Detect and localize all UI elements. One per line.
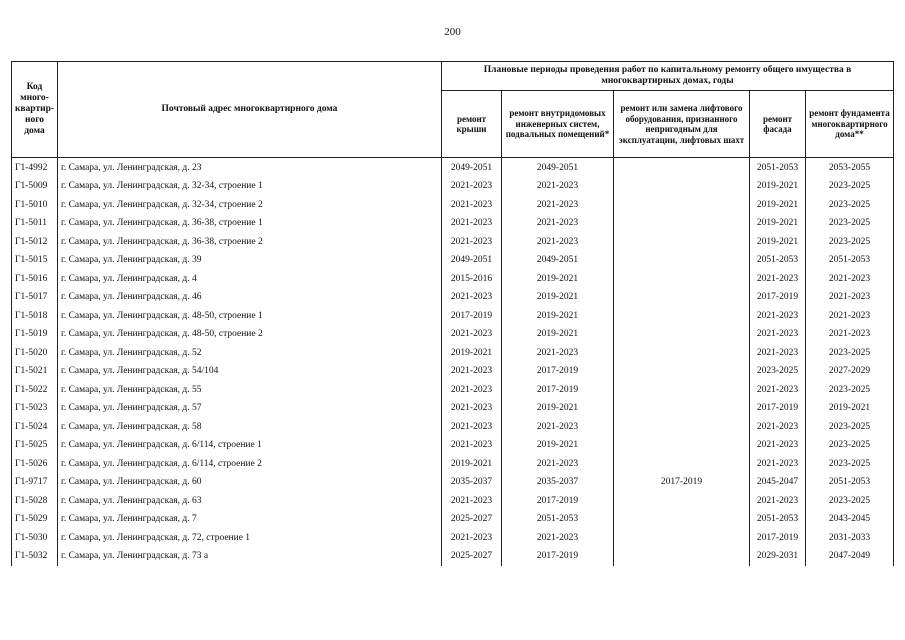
cell-internal-systems: 2021-2023 <box>502 215 614 234</box>
cell-elevator <box>614 307 750 326</box>
cell-roof: 2021-2023 <box>442 492 502 511</box>
cell-elevator <box>614 270 750 289</box>
cell-roof: 2021-2023 <box>442 215 502 234</box>
cell-code: Г1-5019 <box>12 326 58 345</box>
cell-internal-systems: 2017-2019 <box>502 363 614 382</box>
header-address: Почтовый адрес многоквартирного дома <box>58 62 442 158</box>
cell-code: Г1-5020 <box>12 344 58 363</box>
cell-roof: 2017-2019 <box>442 307 502 326</box>
cell-roof: 2049-2051 <box>442 252 502 271</box>
cell-elevator: 2017-2019 <box>614 474 750 493</box>
cell-address: г. Самара, ул. Ленинградская, д. 58 <box>58 418 442 437</box>
cell-roof: 2049-2051 <box>442 158 502 178</box>
cell-code: Г1-5030 <box>12 529 58 548</box>
cell-foundation: 2021-2023 <box>806 270 894 289</box>
header-foundation: ремонт фундамента многоквартирного дома** <box>806 91 894 158</box>
cell-roof: 2019-2021 <box>442 455 502 474</box>
cell-code: Г1-5010 <box>12 196 58 215</box>
cell-address: г. Самара, ул. Ленинградская, д. 72, строение 1 <box>58 529 442 548</box>
header-roof: ремонт крыши <box>442 91 502 158</box>
table-row <box>12 196 894 215</box>
cell-address: г. Самара, ул. Ленинградская, д. 60 <box>58 474 442 493</box>
cell-address: г. Самара, ул. Ленинградская, д. 63 <box>58 492 442 511</box>
cell-facade: 2019-2021 <box>750 215 806 234</box>
cell-elevator <box>614 344 750 363</box>
cell-facade: 2021-2023 <box>750 492 806 511</box>
cell-roof: 2021-2023 <box>442 178 502 197</box>
cell-foundation: 2023-2025 <box>806 215 894 234</box>
cell-facade: 2021-2023 <box>750 437 806 456</box>
cell-elevator <box>614 196 750 215</box>
cell-foundation: 2023-2025 <box>806 437 894 456</box>
cell-address: г. Самара, ул. Ленинградская, д. 32-34, строение 2 <box>58 196 442 215</box>
cell-roof: 2021-2023 <box>442 529 502 548</box>
cell-roof: 2021-2023 <box>442 381 502 400</box>
cell-code: Г1-5012 <box>12 233 58 252</box>
cell-internal-systems: 2035-2037 <box>502 474 614 493</box>
table-row <box>12 289 894 308</box>
cell-facade: 2051-2053 <box>750 252 806 271</box>
cell-facade: 2023-2025 <box>750 363 806 382</box>
cell-elevator <box>614 381 750 400</box>
cell-facade: 2017-2019 <box>750 529 806 548</box>
cell-internal-systems: 2019-2021 <box>502 307 614 326</box>
cell-elevator <box>614 511 750 530</box>
cell-elevator <box>614 252 750 271</box>
cell-facade: 2021-2023 <box>750 307 806 326</box>
table-row <box>12 381 894 400</box>
cell-facade: 2021-2023 <box>750 270 806 289</box>
table-row <box>12 418 894 437</box>
cell-roof: 2021-2023 <box>442 233 502 252</box>
table-row <box>12 474 894 493</box>
cell-code: Г1-5015 <box>12 252 58 271</box>
cell-roof: 2025-2027 <box>442 548 502 567</box>
cell-address: г. Самара, ул. Ленинградская, д. 36-38, строение 1 <box>58 215 442 234</box>
cell-internal-systems: 2021-2023 <box>502 233 614 252</box>
cell-address: г. Самара, ул. Ленинградская, д. 48-50, строение 1 <box>58 307 442 326</box>
cell-code: Г1-5023 <box>12 400 58 419</box>
cell-address: г. Самара, ул. Ленинградская, д. 36-38, строение 2 <box>58 233 442 252</box>
cell-foundation: 2023-2025 <box>806 455 894 474</box>
table-row <box>12 344 894 363</box>
table-row <box>12 307 894 326</box>
cell-address: г. Самара, ул. Ленинградская, д. 7 <box>58 511 442 530</box>
cell-facade: 2019-2021 <box>750 196 806 215</box>
cell-foundation: 2021-2023 <box>806 307 894 326</box>
cell-address: г. Самара, ул. Ленинградская, д. 52 <box>58 344 442 363</box>
cell-code: Г1-4992 <box>12 158 58 178</box>
cell-address: г. Самара, ул. Ленинградская, д. 73 а <box>58 548 442 567</box>
cell-address: г. Самара, ул. Ленинградская, д. 46 <box>58 289 442 308</box>
table-row <box>12 437 894 456</box>
table-row <box>12 326 894 345</box>
cell-facade: 2017-2019 <box>750 289 806 308</box>
table-row <box>12 270 894 289</box>
cell-roof: 2025-2027 <box>442 511 502 530</box>
table-row <box>12 529 894 548</box>
cell-elevator <box>614 529 750 548</box>
cell-internal-systems: 2019-2021 <box>502 437 614 456</box>
cell-foundation: 2023-2025 <box>806 381 894 400</box>
cell-foundation: 2023-2025 <box>806 418 894 437</box>
cell-code: Г1-5025 <box>12 437 58 456</box>
cell-internal-systems: 2017-2019 <box>502 381 614 400</box>
cell-internal-systems: 2017-2019 <box>502 548 614 567</box>
cell-facade: 2019-2021 <box>750 233 806 252</box>
cell-foundation: 2019-2021 <box>806 400 894 419</box>
cell-address: г. Самара, ул. Ленинградская, д. 54/104 <box>58 363 442 382</box>
cell-roof: 2019-2021 <box>442 344 502 363</box>
cell-facade: 2021-2023 <box>750 418 806 437</box>
cell-internal-systems: 2017-2019 <box>502 492 614 511</box>
cell-foundation: 2053-2055 <box>806 158 894 178</box>
cell-foundation: 2023-2025 <box>806 492 894 511</box>
cell-foundation: 2021-2023 <box>806 326 894 345</box>
cell-foundation: 2021-2023 <box>806 289 894 308</box>
cell-code: Г1-5028 <box>12 492 58 511</box>
cell-address: г. Самара, ул. Ленинградская, д. 32-34, строение 1 <box>58 178 442 197</box>
cell-address: г. Самара, ул. Ленинградская, д. 57 <box>58 400 442 419</box>
cell-facade: 2045-2047 <box>750 474 806 493</box>
cell-elevator <box>614 492 750 511</box>
cell-code: Г1-5026 <box>12 455 58 474</box>
cell-facade: 2017-2019 <box>750 400 806 419</box>
cell-elevator <box>614 363 750 382</box>
cell-internal-systems: 2049-2051 <box>502 158 614 178</box>
table-row <box>12 455 894 474</box>
cell-facade: 2021-2023 <box>750 381 806 400</box>
cell-roof: 2021-2023 <box>442 326 502 345</box>
cell-internal-systems: 2019-2021 <box>502 326 614 345</box>
table-row <box>12 215 894 234</box>
cell-code: Г1-5016 <box>12 270 58 289</box>
repair-schedule-table-wrapper <box>11 61 893 566</box>
cell-internal-systems: 2051-2053 <box>502 511 614 530</box>
cell-foundation: 2027-2029 <box>806 363 894 382</box>
cell-roof: 2015-2016 <box>442 270 502 289</box>
table-body <box>12 158 894 567</box>
table-row <box>12 158 894 178</box>
cell-address: г. Самара, ул. Ленинградская, д. 6/114, строение 1 <box>58 437 442 456</box>
table-row <box>12 363 894 382</box>
cell-address: г. Самара, ул. Ленинградская, д. 23 <box>58 158 442 178</box>
table-row <box>12 548 894 567</box>
cell-code: Г1-5009 <box>12 178 58 197</box>
cell-facade: 2019-2021 <box>750 178 806 197</box>
cell-internal-systems: 2021-2023 <box>502 344 614 363</box>
table-row <box>12 252 894 271</box>
repair-schedule-table <box>11 61 894 566</box>
header-periods: Плановые периоды проведения работ по капитальному ремонту общего имущества в многоквартирных домах, годы <box>442 62 894 91</box>
cell-elevator <box>614 455 750 474</box>
cell-roof: 2021-2023 <box>442 196 502 215</box>
cell-elevator <box>614 158 750 178</box>
cell-internal-systems: 2019-2021 <box>502 289 614 308</box>
cell-foundation: 2023-2025 <box>806 178 894 197</box>
cell-elevator <box>614 418 750 437</box>
cell-elevator <box>614 289 750 308</box>
cell-foundation: 2031-2033 <box>806 529 894 548</box>
cell-foundation: 2023-2025 <box>806 233 894 252</box>
cell-code: Г1-5021 <box>12 363 58 382</box>
cell-internal-systems: 2019-2021 <box>502 400 614 419</box>
cell-elevator <box>614 400 750 419</box>
cell-facade: 2029-2031 <box>750 548 806 567</box>
cell-roof: 2021-2023 <box>442 363 502 382</box>
cell-roof: 2021-2023 <box>442 400 502 419</box>
cell-roof: 2035-2037 <box>442 474 502 493</box>
table-row <box>12 178 894 197</box>
cell-facade: 2051-2053 <box>750 511 806 530</box>
cell-code: Г1-5024 <box>12 418 58 437</box>
cell-roof: 2021-2023 <box>442 418 502 437</box>
cell-internal-systems: 2021-2023 <box>502 196 614 215</box>
cell-elevator <box>614 548 750 567</box>
cell-foundation: 2047-2049 <box>806 548 894 567</box>
cell-address: г. Самара, ул. Ленинградская, д. 55 <box>58 381 442 400</box>
cell-foundation: 2023-2025 <box>806 344 894 363</box>
cell-internal-systems: 2019-2021 <box>502 270 614 289</box>
cell-foundation: 2051-2053 <box>806 474 894 493</box>
cell-code: Г1-5011 <box>12 215 58 234</box>
cell-address: г. Самара, ул. Ленинградская, д. 48-50, строение 2 <box>58 326 442 345</box>
cell-facade: 2021-2023 <box>750 344 806 363</box>
cell-address: г. Самара, ул. Ленинградская, д. 6/114, строение 2 <box>58 455 442 474</box>
header-facade: ремонт фасада <box>750 91 806 158</box>
page-number: 200 <box>444 26 461 38</box>
cell-internal-systems: 2021-2023 <box>502 529 614 548</box>
cell-address: г. Самара, ул. Ленинградская, д. 39 <box>58 252 442 271</box>
header-internal-systems: ремонт внутридомовых инженерных систем, подвальных помещений* <box>502 91 614 158</box>
cell-internal-systems: 2021-2023 <box>502 455 614 474</box>
cell-facade: 2021-2023 <box>750 455 806 474</box>
cell-roof: 2021-2023 <box>442 289 502 308</box>
cell-internal-systems: 2021-2023 <box>502 178 614 197</box>
table-row <box>12 400 894 419</box>
cell-code: Г1-5029 <box>12 511 58 530</box>
cell-elevator <box>614 178 750 197</box>
table-row <box>12 511 894 530</box>
header-elevator: ремонт или замена лифтового оборудования, признанного непригодным для эксплуатации, лифтовых шахт <box>614 91 750 158</box>
cell-code: Г1-5032 <box>12 548 58 567</box>
header-code: Код много-квартир-ного дома <box>12 62 58 158</box>
cell-elevator <box>614 326 750 345</box>
cell-facade: 2051-2053 <box>750 158 806 178</box>
cell-foundation: 2023-2025 <box>806 196 894 215</box>
table-row <box>12 492 894 511</box>
cell-code: Г1-9717 <box>12 474 58 493</box>
cell-elevator <box>614 233 750 252</box>
cell-internal-systems: 2049-2051 <box>502 252 614 271</box>
cell-code: Г1-5022 <box>12 381 58 400</box>
table-row <box>12 233 894 252</box>
cell-facade: 2021-2023 <box>750 326 806 345</box>
cell-internal-systems: 2021-2023 <box>502 418 614 437</box>
cell-address: г. Самара, ул. Ленинградская, д. 4 <box>58 270 442 289</box>
cell-foundation: 2051-2053 <box>806 252 894 271</box>
cell-elevator <box>614 215 750 234</box>
cell-roof: 2021-2023 <box>442 437 502 456</box>
cell-code: Г1-5017 <box>12 289 58 308</box>
cell-code: Г1-5018 <box>12 307 58 326</box>
cell-elevator <box>614 437 750 456</box>
cell-foundation: 2043-2045 <box>806 511 894 530</box>
